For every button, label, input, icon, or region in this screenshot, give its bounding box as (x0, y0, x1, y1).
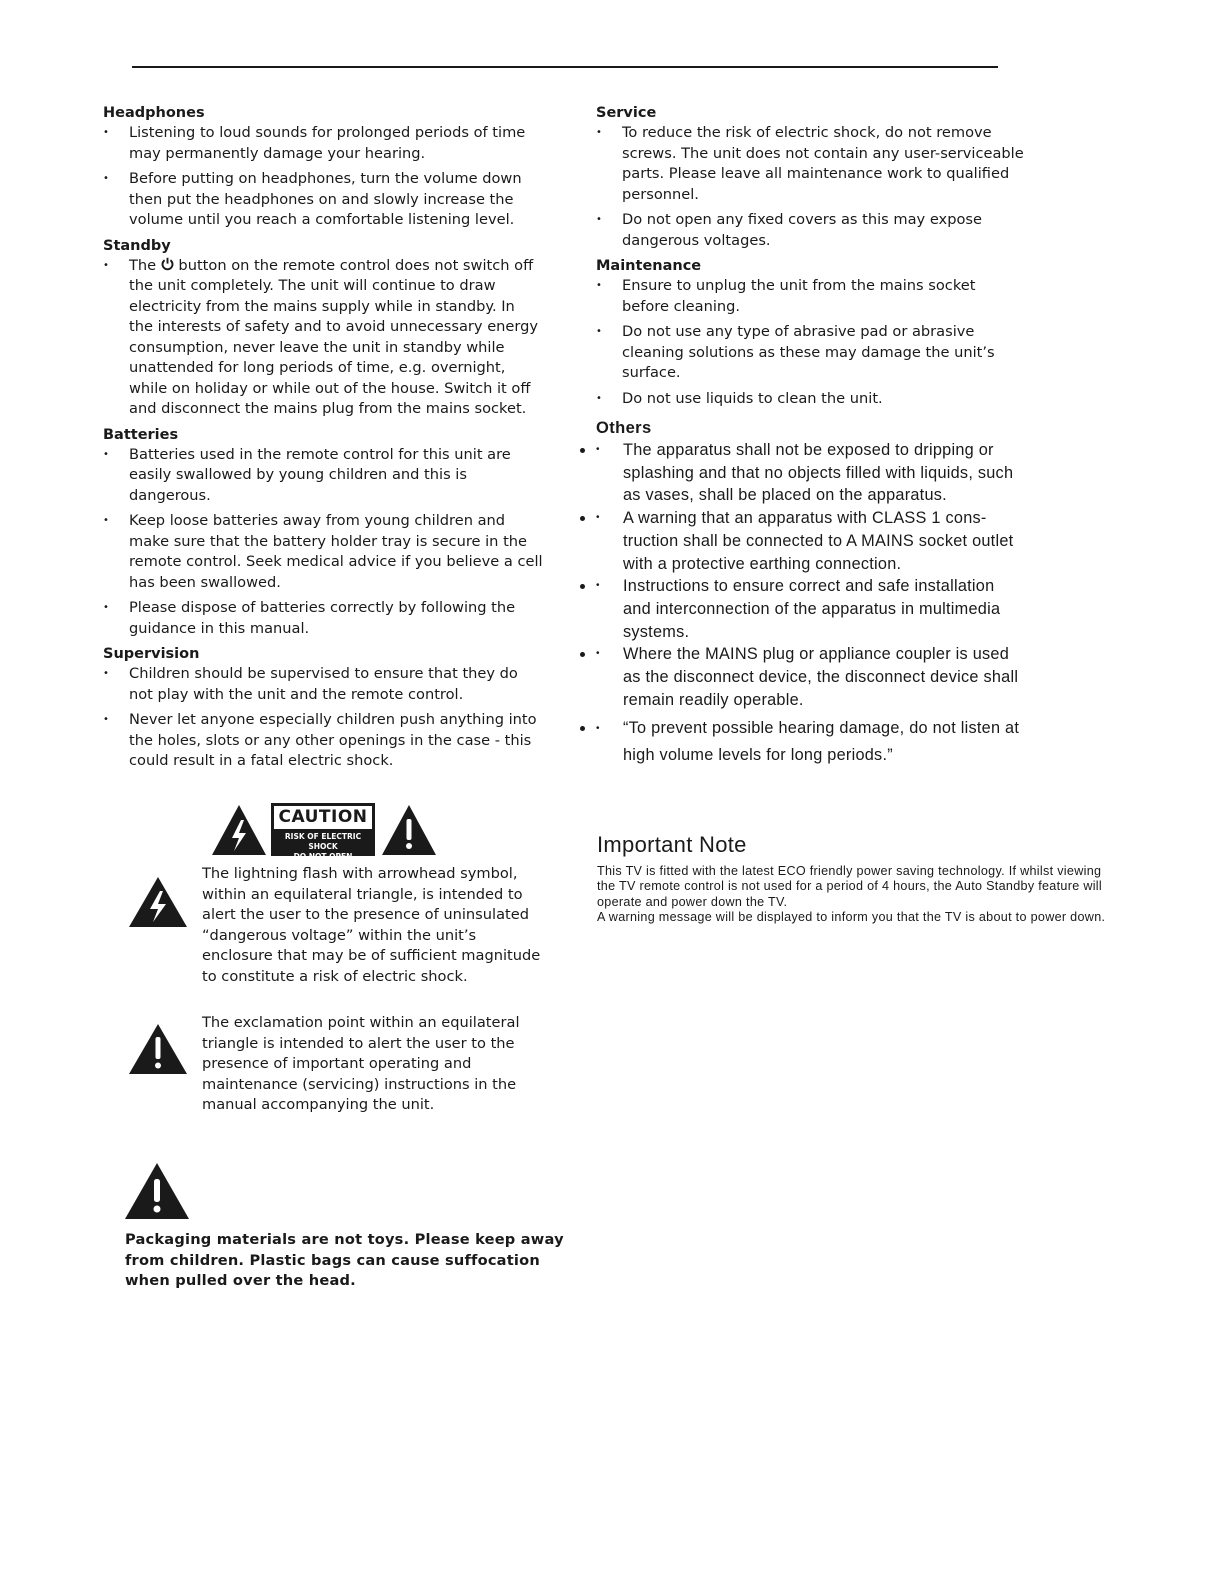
batteries-section (103, 426, 543, 640)
power-icon (161, 257, 174, 271)
list-item: • • Where the MAINS plug or appliance coupler is used as the disconnect device, the disconnect device shall remain readily operable. (596, 643, 1026, 711)
warning-triangle-icon (124, 1162, 190, 1220)
list-item: • • “To prevent possible hearing damage, do not listen at high volume levels for long periods.” (596, 715, 1026, 769)
others-section (596, 417, 1026, 769)
list-item: • Children should be supervised to ensure that they do not play with the unit and the remote control. (103, 664, 543, 705)
lightning-symbol-text: The lightning flash with arrowhead symbol, within an equilateral triangle, is intended to alert the user to the presence of uninsulated “dangerous voltage” within the unit’s enclosure that may be of sufficient magnitude to constitute a risk of electric shock. (202, 865, 541, 985)
standby-list (103, 256, 543, 420)
important-note-body (597, 864, 1117, 926)
header-rule (132, 66, 998, 68)
batteries-list (103, 445, 543, 640)
headphones-title: Headphones (103, 105, 205, 121)
list-item: • • The apparatus shall not be exposed to dripping or splashing and that no objects filled with liquids, such as vases, shall be placed on the apparatus. (596, 439, 1026, 507)
supervision-title: Supervision (103, 646, 200, 662)
headphones-list (103, 123, 543, 231)
list-item: • • A warning that an apparatus with CLASS 1 cons- truction shall be connected to A MAINS socket outlet with a protective earthing connection. (596, 507, 1026, 575)
list-item: • Do not use liquids to clean the unit. (596, 389, 1026, 410)
list-item: • • Instructions to ensure correct and safe installation and interconnection of the apparatus in multimedia systems. (596, 575, 1026, 643)
others-title: Others (596, 419, 652, 437)
list-item: • Before putting on headphones, turn the volume down then put the headphones on and slowly increase the volume until you reach a comfortable listening level. (103, 169, 543, 231)
right-column (596, 104, 1026, 775)
headphones-section (103, 104, 543, 231)
important-note-paragraph: This TV is fitted with the latest ECO friendly power saving technology. If whilst viewing the TV remote control is not used for a period of 4 hours, the Auto Standby feature will operate and power down the TV. (597, 864, 1103, 909)
service-list (596, 123, 1026, 251)
packaging-warning-text: Packaging materials are not toys. Please keep away from children. Plastic bags can cause suffocation when pulled over the head. (125, 1231, 564, 1289)
caution-line-1: RISK OF ELECTRIC SHOCK (284, 832, 362, 851)
caution-line-2: DO NOT OPEN (293, 852, 353, 861)
caution-label (271, 803, 375, 861)
others-list (596, 439, 1026, 769)
exclamation-triangle-icon (128, 1023, 188, 1075)
left-column (103, 104, 543, 778)
exclamation-symbol-text: The exclamation point within an equilateral triangle is intended to alert the user to the presence of important operating and maintenance (servicing) instructions in the manual accompanying the unit. (202, 1014, 520, 1113)
maintenance-section (596, 257, 1026, 409)
batteries-title: Batteries (103, 426, 179, 443)
lightning-triangle-icon (210, 803, 268, 857)
list-item: • Listening to loud sounds for prolonged periods of time may permanently damage your hearing. (103, 123, 543, 164)
list-item: • Please dispose of batteries correctly by following the guidance in this manual. (103, 598, 543, 639)
list-item: • Batteries used in the remote control for this unit are easily swallowed by young children and this is dangerous. (103, 445, 543, 507)
caution-subtitle (271, 832, 375, 862)
caution-banner (210, 801, 438, 859)
maintenance-title: Maintenance (596, 258, 702, 274)
supervision-section (103, 645, 543, 772)
important-note-title: Important Note (597, 832, 747, 857)
standby-text-start: The (129, 256, 161, 274)
supervision-list (103, 664, 543, 772)
list-item: • Keep loose batteries away from young children and make sure that the battery holder tray is secure in the remote control. Seek medical advice if you believe a cell has been swallowed. (103, 511, 543, 593)
list-item: • Do not use any type of abrasive pad or abrasive cleaning solutions as these may damage the unit’s surface. (596, 322, 1026, 384)
caution-title: CAUTION (274, 806, 372, 829)
service-title: Service (596, 105, 657, 121)
maintenance-list (596, 276, 1026, 409)
important-note-paragraph: A warning message will be displayed to inform you that the TV is about to power down. (597, 910, 1106, 925)
standby-text-end: button on the remote control does not switch off the unit completely. The unit will continue to draw electricity from the mains supply while in standby. In the interests of safety and to avoid unnecessary energy consumption, never leave the unit in standby while unattended for long periods of time, e.g. overnight, while on holiday or while out of the house. Switch it off and disconnect the mains plug from the mains socket. (129, 256, 539, 417)
list-item: • Do not open any fixed covers as this may expose dangerous voltages. (596, 210, 1026, 251)
list-item: • Never let anyone especially children push anything into the holes, slots or any other openings in the case - this could result in a fatal electric shock. (103, 710, 543, 772)
standby-title: Standby (103, 237, 171, 254)
list-item: • To reduce the risk of electric shock, do not remove screws. The unit does not contain any user-serviceable parts. Please leave all maintenance work to qualified personnel. (596, 123, 1026, 205)
exclamation-triangle-icon (380, 803, 438, 857)
list-item: • Ensure to unplug the unit from the mains socket before cleaning. (596, 276, 1026, 317)
service-section (596, 104, 1026, 251)
standby-section (103, 237, 543, 420)
lightning-triangle-icon (128, 876, 188, 928)
list-item (103, 256, 543, 420)
